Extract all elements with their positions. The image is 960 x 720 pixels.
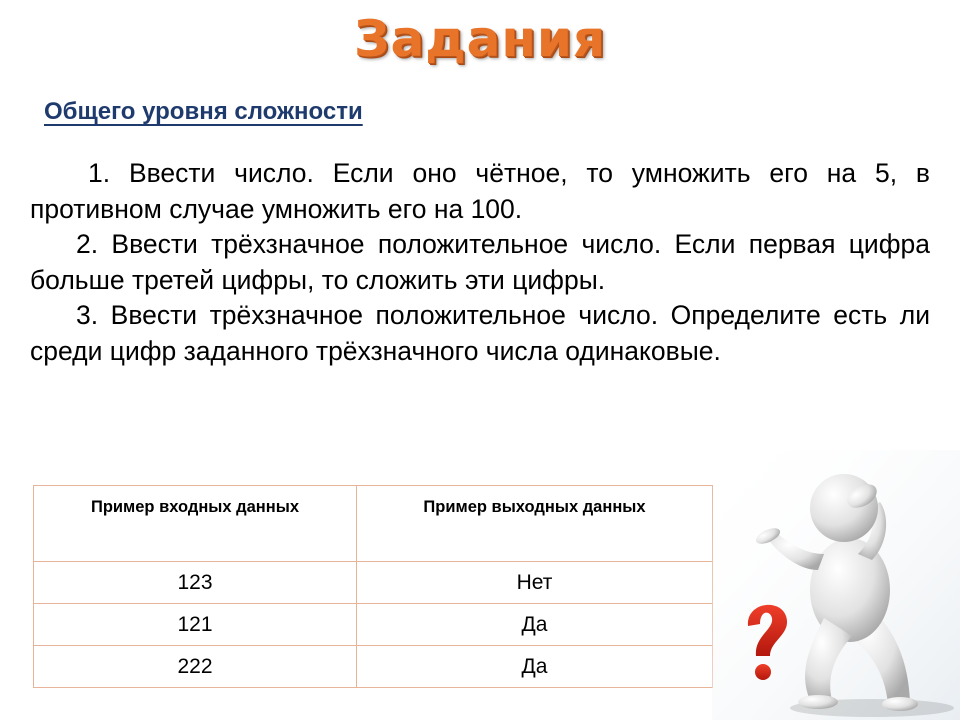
difficulty-subtitle: Общего уровня сложности <box>44 98 363 125</box>
output-cell: Да <box>357 604 713 646</box>
thinking-person-illustration <box>712 450 960 720</box>
input-cell: 123 <box>34 562 357 604</box>
task-item-1: 1. Ввести число. Если оно чётное, то умножить его на 5, в противном случае умножить его на 100. <box>30 158 930 224</box>
header-input-examples: Пример входных данных <box>34 486 357 562</box>
task-item-2: 2. Ввести трёхзначное положительное число. Если первая цифра больше третей цифры, то сложить эти цифры. <box>30 229 930 295</box>
output-cell: Да <box>357 646 713 688</box>
input-cell: 222 <box>34 646 357 688</box>
header-output-examples: Пример выходных данных <box>357 486 713 562</box>
table-header-row <box>34 486 713 562</box>
table-row <box>34 562 713 604</box>
input-cell: 121 <box>34 604 357 646</box>
task-list <box>30 156 930 369</box>
table-row <box>34 604 713 646</box>
example-table <box>33 485 713 688</box>
slide-title: Задания <box>353 10 607 68</box>
output-cell: Нет <box>357 562 713 604</box>
table-row <box>34 646 713 688</box>
task-item-3: 3. Ввести трёхзначное положительное число. Определите есть ли среди цифр заданного трёхзначного числа одинаковые. <box>30 300 930 366</box>
